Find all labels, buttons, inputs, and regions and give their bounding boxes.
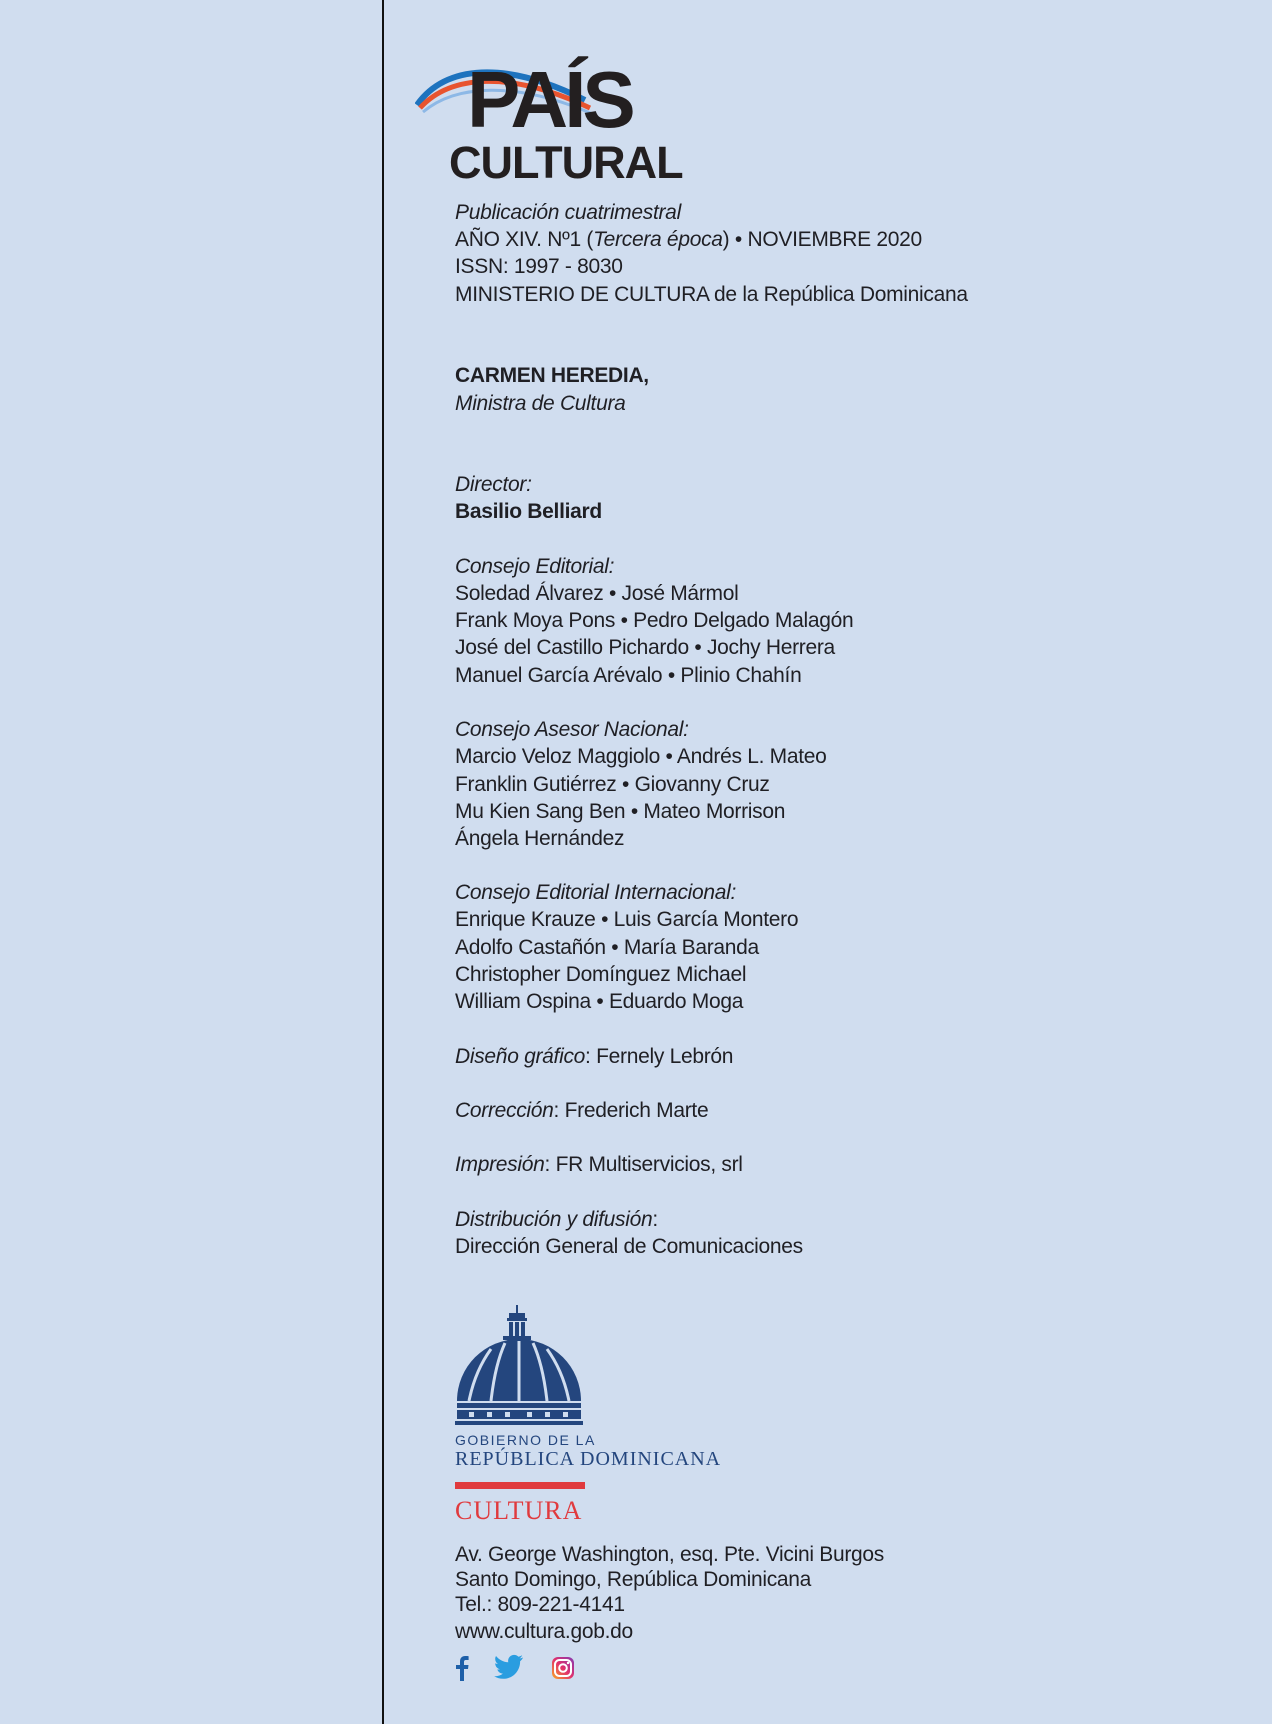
issue-date: ) • NOVIEMBRE 2020 [722,228,922,251]
phone: Tel.: 809-221-4141 [455,1593,625,1616]
correction-value: : Frederich Marte [553,1099,709,1122]
correction-label: Corrección [455,1099,554,1122]
vertical-rule [382,0,384,1724]
national-advisory-line: Mu Kien Sang Ben • Mateo Morrison [455,800,786,823]
issn: ISSN: 1997 - 8030 [455,255,623,278]
ministry: MINISTERIO DE CULTURA de la República Dominicana [455,283,968,306]
design-label: Diseño gráfico [455,1045,586,1068]
correction-credit [455,1097,708,1124]
distribution-label: Distribución y difusión [455,1208,653,1231]
international-board-label: Consejo Editorial Internacional: [455,881,737,904]
website-link[interactable]: www.cultura.gob.do [455,1620,633,1643]
editorial-board-line: Frank Moya Pons • Pedro Delgado Malagón [455,609,854,632]
facebook-icon[interactable] [455,1655,469,1686]
issue-line [455,226,922,253]
printing-credit [455,1151,743,1178]
design-credit [455,1043,733,1070]
editorial-board-line: José del Castillo Pichardo • Jochy Herrera [455,636,835,659]
issue-number: AÑO XIV. Nº1 ( [455,228,594,251]
international-board-line: Enrique Krauze • Luis García Montero [455,908,799,931]
distribution-credit [455,1206,658,1233]
printing-value: : FR Multiservicios, srl [544,1153,743,1176]
international-board-line: Adolfo Castañón • María Baranda [455,936,759,959]
printing-label: Impresión [455,1153,545,1176]
distribution-colon: : [652,1208,658,1231]
instagram-icon[interactable] [551,1656,575,1685]
director-label: Director: [455,473,532,496]
international-board-line: William Ospina • Eduardo Moga [455,990,744,1013]
government-logo [455,1305,775,1525]
national-advisory-line: Ángela Hernández [455,827,625,850]
minister-name: CARMEN HEREDIA, [455,364,649,387]
frequency: Publicación cuatrimestral [455,201,681,224]
distribution-value: Dirección General de Comunicaciones [455,1235,803,1258]
national-advisory-line: Franklin Gutiérrez • Giovanny Cruz [455,773,770,796]
national-advisory-label: Consejo Asesor Nacional: [455,718,689,741]
pais-cultural-logo [415,55,695,188]
gov-line-2: REPÚBLICA DOMINICANA [455,1448,722,1470]
minister-title: Ministra de Cultura [455,392,626,415]
dome-icon [455,1305,585,1430]
editorial-board-line: Soledad Álvarez • José Mármol [455,582,739,605]
gov-red-bar [455,1482,585,1489]
national-advisory-line: Marcio Veloz Maggiolo • Andrés L. Mateo [455,745,827,768]
issue-epoch: Tercera época [593,228,723,251]
logo-subtitle: CULTURAL [449,137,683,188]
design-value: : Fernely Lebrón [585,1045,734,1068]
editorial-board-line: Manuel García Arévalo • Plinio Chahín [455,664,802,687]
logo-title: PAÍS [467,55,632,144]
gov-line-1: GOBIERNO DE LA [455,1432,596,1448]
twitter-icon[interactable] [494,1654,524,1685]
international-board-line: Christopher Domínguez Michael [455,963,747,986]
address: Av. George Washington, esq. Pte. Vicini Burgos [455,1543,884,1566]
city: Santo Domingo, República Dominicana [455,1568,812,1591]
editorial-board-label: Consejo Editorial: [455,555,615,578]
director-name: Basilio Belliard [455,500,602,523]
gov-line-3: CULTURA [455,1496,583,1525]
